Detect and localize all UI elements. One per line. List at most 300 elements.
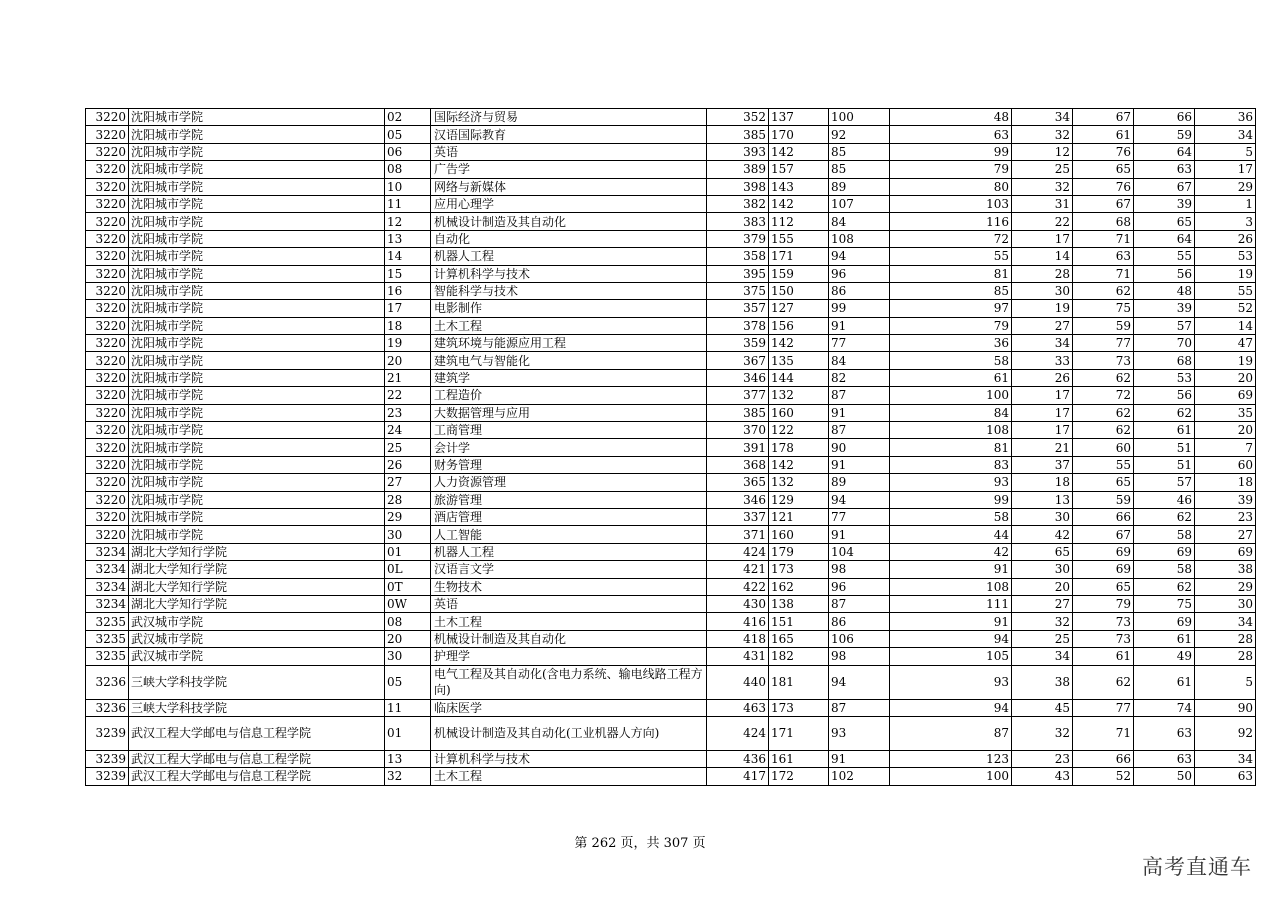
school-name-cell: 沈阳城市学院 — [129, 195, 385, 212]
score-cell-3: 91 — [890, 613, 1012, 630]
major-name-cell: 建筑电气与智能化 — [431, 352, 707, 369]
score-cell-6: 39 — [1134, 195, 1195, 212]
major-code-cell: 10 — [385, 178, 431, 195]
score-cell-6: 53 — [1134, 369, 1195, 386]
score-cell-5: 69 — [1073, 543, 1134, 560]
score-cell-3: 116 — [890, 213, 1012, 230]
score-cell-2: 77 — [829, 335, 890, 352]
table-row — [86, 352, 1256, 369]
major-name-cell: 电影制作 — [431, 300, 707, 317]
score-cell-5: 77 — [1073, 699, 1134, 716]
score-cell-3: 80 — [890, 178, 1012, 195]
score-cell-5: 61 — [1073, 648, 1134, 665]
score-cell-6: 59 — [1134, 126, 1195, 143]
major-name-cell: 生物技术 — [431, 578, 707, 595]
score-cell-6: 69 — [1134, 543, 1195, 560]
school-name-cell: 沈阳城市学院 — [129, 508, 385, 525]
score-cell-7: 5 — [1195, 665, 1256, 699]
school-code-cell: 3220 — [86, 143, 129, 160]
major-name-cell: 英语 — [431, 595, 707, 612]
score-cell-3: 87 — [890, 716, 1012, 750]
major-code-cell: 19 — [385, 335, 431, 352]
score-cell-2: 94 — [829, 248, 890, 265]
school-code-cell: 3239 — [86, 768, 129, 785]
total-score-cell: 422 — [707, 578, 769, 595]
score-cell-2: 91 — [829, 526, 890, 543]
score-cell-3: 103 — [890, 195, 1012, 212]
table-row — [86, 456, 1256, 473]
score-cell-5: 62 — [1073, 422, 1134, 439]
school-name-cell: 湖北大学知行学院 — [129, 561, 385, 578]
score-cell-3: 108 — [890, 422, 1012, 439]
score-cell-6: 56 — [1134, 265, 1195, 282]
score-cell-4: 38 — [1012, 665, 1073, 699]
score-cell-6: 62 — [1134, 404, 1195, 421]
total-score-cell: 398 — [707, 178, 769, 195]
table-row — [86, 213, 1256, 230]
total-score-cell: 389 — [707, 161, 769, 178]
school-name-cell: 沈阳城市学院 — [129, 300, 385, 317]
major-code-cell: 02 — [385, 109, 431, 126]
major-name-cell: 计算机科学与技术 — [431, 265, 707, 282]
score-cell-1: 172 — [769, 768, 829, 785]
school-code-cell: 3220 — [86, 213, 129, 230]
score-cell-5: 52 — [1073, 768, 1134, 785]
score-cell-7: 60 — [1195, 456, 1256, 473]
score-cell-4: 30 — [1012, 508, 1073, 525]
score-cell-3: 100 — [890, 387, 1012, 404]
score-cell-4: 33 — [1012, 352, 1073, 369]
major-code-cell: 11 — [385, 195, 431, 212]
school-name-cell: 沈阳城市学院 — [129, 317, 385, 334]
score-cell-2: 86 — [829, 282, 890, 299]
score-cell-7: 20 — [1195, 422, 1256, 439]
score-cell-5: 61 — [1073, 126, 1134, 143]
score-cell-6: 55 — [1134, 248, 1195, 265]
score-cell-3: 58 — [890, 508, 1012, 525]
score-cell-6: 51 — [1134, 439, 1195, 456]
score-cell-7: 5 — [1195, 143, 1256, 160]
school-code-cell: 3220 — [86, 439, 129, 456]
school-code-cell: 3220 — [86, 369, 129, 386]
school-name-cell: 沈阳城市学院 — [129, 474, 385, 491]
table-row — [86, 613, 1256, 630]
score-cell-2: 92 — [829, 126, 890, 143]
score-cell-7: 26 — [1195, 230, 1256, 247]
score-cell-3: 79 — [890, 161, 1012, 178]
major-name-cell: 土木工程 — [431, 768, 707, 785]
table-row — [86, 178, 1256, 195]
total-score-cell: 377 — [707, 387, 769, 404]
score-cell-6: 61 — [1134, 422, 1195, 439]
score-cell-3: 44 — [890, 526, 1012, 543]
score-cell-7: 36 — [1195, 109, 1256, 126]
major-name-cell: 机器人工程 — [431, 248, 707, 265]
score-cell-1: 156 — [769, 317, 829, 334]
total-score-cell: 416 — [707, 613, 769, 630]
major-code-cell: 30 — [385, 648, 431, 665]
table-row — [86, 648, 1256, 665]
major-name-cell: 护理学 — [431, 648, 707, 665]
major-code-cell: 29 — [385, 508, 431, 525]
score-cell-3: 55 — [890, 248, 1012, 265]
score-cell-2: 98 — [829, 648, 890, 665]
score-cell-6: 68 — [1134, 352, 1195, 369]
score-cell-2: 84 — [829, 352, 890, 369]
total-score-cell: 393 — [707, 143, 769, 160]
score-cell-2: 107 — [829, 195, 890, 212]
major-name-cell: 财务管理 — [431, 456, 707, 473]
score-cell-7: 53 — [1195, 248, 1256, 265]
score-cell-4: 37 — [1012, 456, 1073, 473]
school-name-cell: 沈阳城市学院 — [129, 213, 385, 230]
school-name-cell: 沈阳城市学院 — [129, 439, 385, 456]
school-name-cell: 沈阳城市学院 — [129, 248, 385, 265]
total-score-cell: 395 — [707, 265, 769, 282]
school-name-cell: 湖北大学知行学院 — [129, 595, 385, 612]
score-cell-1: 157 — [769, 161, 829, 178]
major-name-cell: 临床医学 — [431, 699, 707, 716]
score-cell-3: 105 — [890, 648, 1012, 665]
score-cell-7: 34 — [1195, 750, 1256, 767]
school-name-cell: 武汉工程大学邮电与信息工程学院 — [129, 768, 385, 785]
school-name-cell: 沈阳城市学院 — [129, 422, 385, 439]
major-name-cell: 国际经济与贸易 — [431, 109, 707, 126]
score-cell-4: 28 — [1012, 265, 1073, 282]
school-code-cell: 3220 — [86, 265, 129, 282]
major-name-cell: 会计学 — [431, 439, 707, 456]
score-cell-4: 30 — [1012, 282, 1073, 299]
table-body — [86, 109, 1256, 786]
total-score-cell: 337 — [707, 508, 769, 525]
major-code-cell: 30 — [385, 526, 431, 543]
table-row — [86, 630, 1256, 647]
score-cell-2: 96 — [829, 578, 890, 595]
table-row — [86, 248, 1256, 265]
major-name-cell: 计算机科学与技术 — [431, 750, 707, 767]
major-code-cell: 08 — [385, 161, 431, 178]
score-cell-7: 63 — [1195, 768, 1256, 785]
major-name-cell: 工商管理 — [431, 422, 707, 439]
score-cell-1: 127 — [769, 300, 829, 317]
table-row — [86, 665, 1256, 699]
score-cell-2: 108 — [829, 230, 890, 247]
score-cell-3: 85 — [890, 282, 1012, 299]
school-name-cell: 沈阳城市学院 — [129, 126, 385, 143]
score-cell-3: 93 — [890, 474, 1012, 491]
major-code-cell: 14 — [385, 248, 431, 265]
page-number: 第 262 页，共 307 页 — [574, 836, 706, 851]
score-cell-4: 17 — [1012, 230, 1073, 247]
score-cell-4: 17 — [1012, 404, 1073, 421]
school-name-cell: 沈阳城市学院 — [129, 178, 385, 195]
score-cell-6: 67 — [1134, 178, 1195, 195]
school-code-cell: 3220 — [86, 526, 129, 543]
table-row — [86, 126, 1256, 143]
score-cell-3: 91 — [890, 561, 1012, 578]
total-score-cell: 352 — [707, 109, 769, 126]
major-code-cell: 13 — [385, 230, 431, 247]
major-name-cell: 人工智能 — [431, 526, 707, 543]
score-cell-5: 79 — [1073, 595, 1134, 612]
school-name-cell: 武汉城市学院 — [129, 630, 385, 647]
score-cell-6: 57 — [1134, 474, 1195, 491]
major-name-cell: 大数据管理与应用 — [431, 404, 707, 421]
total-score-cell: 371 — [707, 526, 769, 543]
total-score-cell: 430 — [707, 595, 769, 612]
score-cell-3: 48 — [890, 109, 1012, 126]
score-cell-6: 63 — [1134, 750, 1195, 767]
score-cell-3: 63 — [890, 126, 1012, 143]
score-cell-6: 49 — [1134, 648, 1195, 665]
score-cell-1: 142 — [769, 456, 829, 473]
score-cell-4: 14 — [1012, 248, 1073, 265]
table-row — [86, 543, 1256, 560]
score-cell-2: 85 — [829, 161, 890, 178]
score-cell-1: 144 — [769, 369, 829, 386]
major-code-cell: 08 — [385, 613, 431, 630]
major-code-cell: 06 — [385, 143, 431, 160]
major-code-cell: 0W — [385, 595, 431, 612]
score-cell-4: 42 — [1012, 526, 1073, 543]
score-cell-5: 71 — [1073, 265, 1134, 282]
score-cell-7: 28 — [1195, 630, 1256, 647]
school-name-cell: 沈阳城市学院 — [129, 387, 385, 404]
score-cell-6: 39 — [1134, 300, 1195, 317]
major-name-cell: 自动化 — [431, 230, 707, 247]
score-cell-4: 17 — [1012, 422, 1073, 439]
school-name-cell: 武汉工程大学邮电与信息工程学院 — [129, 750, 385, 767]
major-code-cell: 17 — [385, 300, 431, 317]
score-cell-4: 32 — [1012, 178, 1073, 195]
score-cell-2: 87 — [829, 422, 890, 439]
table-row — [86, 300, 1256, 317]
score-cell-1: 165 — [769, 630, 829, 647]
score-cell-4: 32 — [1012, 716, 1073, 750]
major-code-cell: 21 — [385, 369, 431, 386]
score-cell-6: 57 — [1134, 317, 1195, 334]
table-row — [86, 491, 1256, 508]
score-cell-3: 36 — [890, 335, 1012, 352]
score-cell-6: 66 — [1134, 109, 1195, 126]
score-cell-2: 91 — [829, 404, 890, 421]
score-cell-6: 63 — [1134, 716, 1195, 750]
major-code-cell: 16 — [385, 282, 431, 299]
school-code-cell: 3220 — [86, 491, 129, 508]
score-cell-6: 51 — [1134, 456, 1195, 473]
table-row — [86, 109, 1256, 126]
score-cell-5: 71 — [1073, 716, 1134, 750]
score-cell-4: 13 — [1012, 491, 1073, 508]
score-cell-2: 89 — [829, 474, 890, 491]
school-name-cell: 武汉城市学院 — [129, 648, 385, 665]
score-cell-2: 98 — [829, 561, 890, 578]
score-cell-7: 7 — [1195, 439, 1256, 456]
major-name-cell: 应用心理学 — [431, 195, 707, 212]
score-cell-1: 143 — [769, 178, 829, 195]
major-name-cell: 酒店管理 — [431, 508, 707, 525]
score-cell-5: 75 — [1073, 300, 1134, 317]
total-score-cell: 431 — [707, 648, 769, 665]
score-cell-7: 28 — [1195, 648, 1256, 665]
school-name-cell: 沈阳城市学院 — [129, 369, 385, 386]
score-cell-7: 3 — [1195, 213, 1256, 230]
major-code-cell: 01 — [385, 716, 431, 750]
total-score-cell: 385 — [707, 126, 769, 143]
total-score-cell: 357 — [707, 300, 769, 317]
score-cell-2: 91 — [829, 317, 890, 334]
score-cell-6: 69 — [1134, 613, 1195, 630]
total-score-cell: 367 — [707, 352, 769, 369]
school-name-cell: 武汉工程大学邮电与信息工程学院 — [129, 716, 385, 750]
score-cell-4: 23 — [1012, 750, 1073, 767]
table-row — [86, 474, 1256, 491]
table-row — [86, 230, 1256, 247]
score-cell-5: 60 — [1073, 439, 1134, 456]
total-score-cell: 375 — [707, 282, 769, 299]
school-name-cell: 沈阳城市学院 — [129, 230, 385, 247]
score-cell-4: 34 — [1012, 648, 1073, 665]
major-code-cell: 0L — [385, 561, 431, 578]
major-name-cell: 机器人工程 — [431, 543, 707, 560]
score-cell-2: 93 — [829, 716, 890, 750]
score-cell-2: 91 — [829, 750, 890, 767]
total-score-cell: 421 — [707, 561, 769, 578]
major-name-cell: 机械设计制造及其自动化 — [431, 630, 707, 647]
score-cell-4: 18 — [1012, 474, 1073, 491]
total-score-cell: 391 — [707, 439, 769, 456]
school-name-cell: 沈阳城市学院 — [129, 456, 385, 473]
score-cell-4: 25 — [1012, 161, 1073, 178]
table-row — [86, 508, 1256, 525]
score-cell-7: 39 — [1195, 491, 1256, 508]
score-cell-3: 123 — [890, 750, 1012, 767]
major-code-cell: 11 — [385, 699, 431, 716]
score-cell-5: 59 — [1073, 491, 1134, 508]
total-score-cell: 417 — [707, 768, 769, 785]
score-cell-1: 162 — [769, 578, 829, 595]
score-cell-7: 17 — [1195, 161, 1256, 178]
score-cell-5: 66 — [1073, 508, 1134, 525]
major-code-cell: 01 — [385, 543, 431, 560]
score-cell-4: 12 — [1012, 143, 1073, 160]
school-code-cell: 3239 — [86, 716, 129, 750]
score-cell-5: 65 — [1073, 578, 1134, 595]
major-code-cell: 22 — [385, 387, 431, 404]
table-row — [86, 526, 1256, 543]
score-cell-1: 129 — [769, 491, 829, 508]
score-cell-3: 99 — [890, 491, 1012, 508]
score-cell-2: 94 — [829, 491, 890, 508]
score-cell-5: 59 — [1073, 317, 1134, 334]
score-cell-3: 83 — [890, 456, 1012, 473]
major-code-cell: 05 — [385, 665, 431, 699]
score-cell-7: 34 — [1195, 126, 1256, 143]
score-cell-7: 29 — [1195, 178, 1256, 195]
score-cell-1: 112 — [769, 213, 829, 230]
score-cell-1: 160 — [769, 526, 829, 543]
total-score-cell: 378 — [707, 317, 769, 334]
score-cell-4: 27 — [1012, 595, 1073, 612]
score-cell-1: 121 — [769, 508, 829, 525]
score-cell-7: 19 — [1195, 265, 1256, 282]
score-cell-6: 64 — [1134, 143, 1195, 160]
score-cell-1: 159 — [769, 265, 829, 282]
score-cell-2: 82 — [829, 369, 890, 386]
score-cell-4: 43 — [1012, 768, 1073, 785]
major-name-cell: 英语 — [431, 143, 707, 160]
school-code-cell: 3220 — [86, 282, 129, 299]
school-code-cell: 3236 — [86, 699, 129, 716]
table-row — [86, 404, 1256, 421]
school-name-cell: 沈阳城市学院 — [129, 143, 385, 160]
score-cell-4: 21 — [1012, 439, 1073, 456]
score-cell-6: 62 — [1134, 578, 1195, 595]
total-score-cell: 382 — [707, 195, 769, 212]
total-score-cell: 379 — [707, 230, 769, 247]
score-cell-6: 62 — [1134, 508, 1195, 525]
table-row — [86, 439, 1256, 456]
score-cell-2: 104 — [829, 543, 890, 560]
score-cell-7: 1 — [1195, 195, 1256, 212]
score-cell-4: 32 — [1012, 126, 1073, 143]
score-cell-2: 87 — [829, 699, 890, 716]
score-cell-1: 122 — [769, 422, 829, 439]
major-name-cell: 机械设计制造及其自动化 — [431, 213, 707, 230]
table-row — [86, 335, 1256, 352]
school-code-cell: 3239 — [86, 750, 129, 767]
score-cell-2: 106 — [829, 630, 890, 647]
school-name-cell: 沈阳城市学院 — [129, 109, 385, 126]
school-code-cell: 3220 — [86, 335, 129, 352]
major-code-cell: 25 — [385, 439, 431, 456]
score-cell-3: 81 — [890, 439, 1012, 456]
score-cell-3: 42 — [890, 543, 1012, 560]
score-cell-4: 34 — [1012, 335, 1073, 352]
major-code-cell: 23 — [385, 404, 431, 421]
table-row — [86, 369, 1256, 386]
score-cell-2: 99 — [829, 300, 890, 317]
score-cell-5: 73 — [1073, 352, 1134, 369]
score-cell-7: 29 — [1195, 578, 1256, 595]
major-name-cell: 智能科学与技术 — [431, 282, 707, 299]
school-code-cell: 3234 — [86, 543, 129, 560]
score-cell-1: 171 — [769, 248, 829, 265]
score-cell-4: 22 — [1012, 213, 1073, 230]
score-cell-5: 67 — [1073, 526, 1134, 543]
score-cell-3: 61 — [890, 369, 1012, 386]
score-cell-5: 62 — [1073, 404, 1134, 421]
table-row — [86, 716, 1256, 750]
school-code-cell: 3220 — [86, 126, 129, 143]
score-cell-1: 178 — [769, 439, 829, 456]
major-code-cell: 32 — [385, 768, 431, 785]
score-cell-1: 173 — [769, 699, 829, 716]
score-cell-6: 58 — [1134, 561, 1195, 578]
score-cell-1: 182 — [769, 648, 829, 665]
major-code-cell: 20 — [385, 352, 431, 369]
score-cell-5: 67 — [1073, 109, 1134, 126]
table-row — [86, 595, 1256, 612]
score-cell-3: 97 — [890, 300, 1012, 317]
major-name-cell: 广告学 — [431, 161, 707, 178]
total-score-cell: 383 — [707, 213, 769, 230]
score-cell-2: 84 — [829, 213, 890, 230]
major-code-cell: 0T — [385, 578, 431, 595]
school-code-cell: 3220 — [86, 404, 129, 421]
table-row — [86, 750, 1256, 767]
score-cell-3: 79 — [890, 317, 1012, 334]
